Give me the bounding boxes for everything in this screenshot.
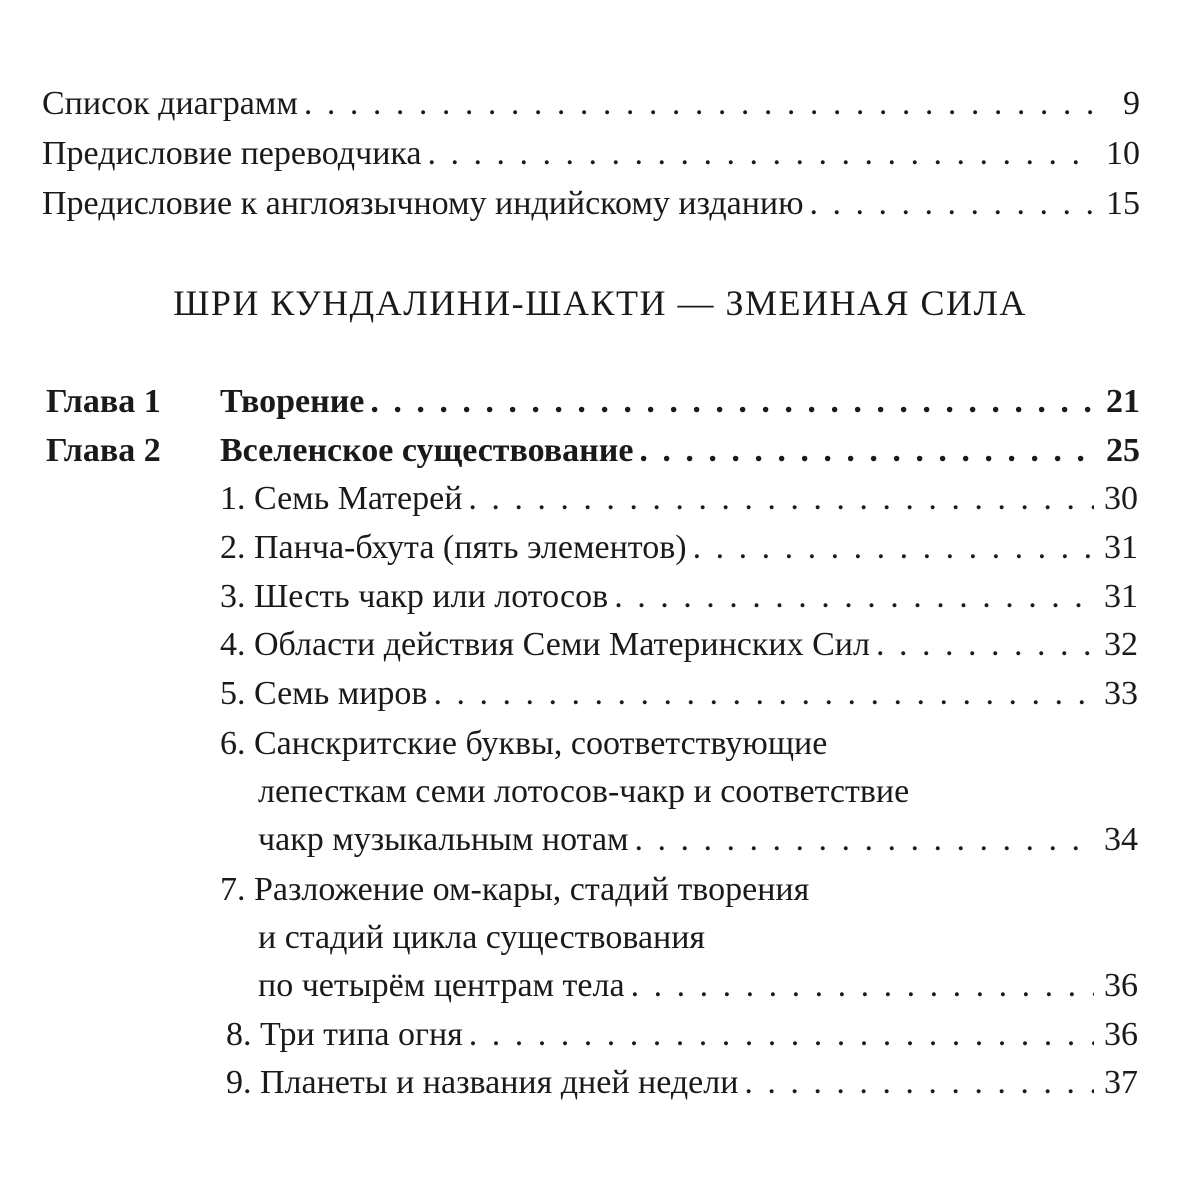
toc-entry-page: 37	[1104, 1064, 1138, 1101]
toc-entry-title: Список диаграмм	[42, 85, 298, 122]
toc-entry-diagram-6[interactable]	[258, 820, 1138, 860]
toc-entry-title: 4. Области действия Семи Материнских Сил	[220, 626, 870, 663]
toc-entry-diagram-4[interactable]	[220, 625, 1138, 665]
dot-leader	[304, 84, 1096, 124]
toc-entry-page: 33	[1104, 675, 1138, 712]
toc-entry-page: 31	[1104, 529, 1138, 566]
toc-entry-translator-preface[interactable]	[42, 134, 1140, 174]
toc-entry-chapter-2[interactable]	[220, 431, 1140, 471]
dot-leader	[635, 820, 1094, 860]
toc-entry-page: 36	[1104, 1016, 1138, 1053]
toc-entry-diagram-7-line-1[interactable]: 7. Разложение ом-кары, стадий творения	[220, 871, 810, 908]
toc-entry-diagram-8[interactable]	[226, 1015, 1138, 1055]
dot-leader	[469, 1015, 1094, 1055]
toc-entry-diagram-6-line-1[interactable]: 6. Санскритские буквы, соответствующие	[220, 725, 828, 762]
toc-entry-page: 25	[1106, 432, 1140, 469]
toc-entry-page: 30	[1104, 480, 1138, 517]
toc-entry-diagram-7[interactable]	[258, 966, 1138, 1006]
dot-leader	[810, 184, 1096, 224]
toc-entry-title: Творение	[220, 383, 365, 420]
toc-entry-chapter-1[interactable]	[220, 382, 1140, 422]
toc-entry-diagram-6-line-2[interactable]: лепесткам семи лотосов-чакр и соответствие	[258, 773, 910, 810]
toc-entry-diagram-1[interactable]	[220, 479, 1138, 519]
toc-entry-page: 21	[1106, 383, 1140, 420]
toc-entry-title: чакр музыкальным нотам	[258, 821, 629, 858]
toc-entry-indian-edition-preface[interactable]	[42, 184, 1140, 224]
chapter-label: Глава 2	[46, 432, 161, 469]
toc-entry-title: по четырём центрам тела	[258, 967, 625, 1004]
toc-entry-title: Предисловие переводчика	[42, 135, 422, 172]
toc-entry-title: Предисловие к англоязычному индийскому изданию	[42, 185, 804, 222]
toc-entry-title: 9. Планеты и названия дней недели	[226, 1064, 739, 1101]
dot-leader	[631, 966, 1094, 1006]
dot-leader	[468, 479, 1094, 519]
toc-entry-title: 8. Три типа огня	[226, 1016, 463, 1053]
dot-leader	[693, 528, 1094, 568]
toc-entry-list-of-diagrams[interactable]	[42, 84, 1140, 124]
dot-leader	[614, 577, 1094, 617]
toc-entry-title: Вселенское существование	[220, 432, 634, 469]
dot-leader	[370, 382, 1096, 422]
toc-entry-diagram-5[interactable]	[220, 674, 1138, 714]
toc-entry-diagram-9[interactable]	[226, 1063, 1138, 1103]
dot-leader	[744, 1063, 1094, 1103]
toc-entry-title: 2. Панча-бхута (пять элементов)	[220, 529, 687, 566]
dot-leader	[876, 625, 1094, 665]
toc-entry-page: 15	[1106, 185, 1140, 222]
toc-entry-page: 36	[1104, 967, 1138, 1004]
toc-entry-diagram-3[interactable]	[220, 577, 1138, 617]
chapter-label: Глава 1	[46, 383, 161, 420]
section-heading: ШРИ КУНДАЛИНИ-ШАКТИ — ЗМЕИНАЯ СИЛА	[173, 283, 1027, 323]
toc-entry-title: 5. Семь миров	[220, 675, 428, 712]
toc-entry-title: 1. Семь Матерей	[220, 480, 463, 517]
toc-entry-page: 32	[1104, 626, 1138, 663]
toc-entry-page: 10	[1106, 135, 1140, 172]
toc-entry-page: 34	[1104, 821, 1138, 858]
dot-leader	[433, 674, 1094, 714]
toc-entry-title: 3. Шесть чакр или лотосов	[220, 578, 609, 615]
toc-entry-page: 9	[1123, 85, 1140, 122]
toc-entry-diagram-7-line-2[interactable]: и стадий цикла существования	[258, 919, 706, 956]
toc-entry-page: 31	[1104, 578, 1138, 615]
dot-leader	[428, 134, 1097, 174]
dot-leader	[639, 431, 1096, 471]
toc-entry-diagram-2[interactable]	[220, 528, 1138, 568]
